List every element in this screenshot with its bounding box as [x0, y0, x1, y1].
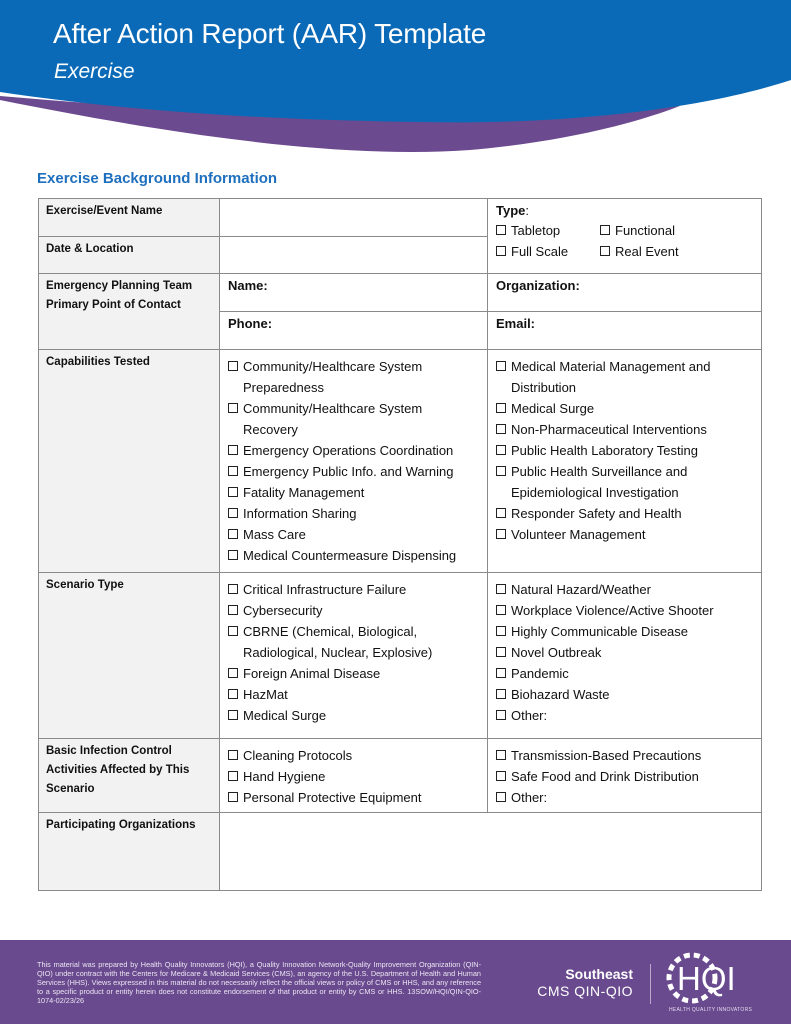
section-title: Exercise Background Information	[37, 170, 278, 187]
capability-option[interactable]: Fatality Management	[228, 482, 479, 503]
hqi-logo-subtext: HEALTH QUALITY INNOVATORS	[669, 1007, 753, 1013]
date-location-label: Date & Location	[39, 237, 220, 274]
checkbox-icon[interactable]	[496, 605, 506, 615]
checkbox-icon[interactable]	[228, 361, 238, 371]
checkbox-icon[interactable]	[228, 668, 238, 678]
checkbox-icon[interactable]	[228, 750, 238, 760]
capability-option[interactable]: Emergency Public Info. and Warning	[228, 461, 479, 482]
infection-control-option-other[interactable]: Other:	[496, 787, 753, 808]
checkbox-icon[interactable]	[496, 710, 506, 720]
checkbox-icon[interactable]	[228, 689, 238, 699]
checkbox-icon[interactable]	[228, 792, 238, 802]
contact-name-field[interactable]	[220, 274, 488, 312]
checkbox-icon[interactable]	[496, 225, 506, 235]
infection-control-left-list	[220, 739, 488, 813]
scenario-option[interactable]: HazMat	[228, 684, 479, 705]
infection-control-option[interactable]: Transmission-Based Precautions	[496, 745, 753, 766]
date-location-field[interactable]	[220, 237, 488, 274]
infection-control-option[interactable]: Safe Food and Drink Distribution	[496, 766, 753, 787]
capability-option[interactable]: Mass Care	[228, 524, 479, 545]
contact-label: Emergency Planning Team Primary Point of Contact	[39, 274, 220, 350]
checkbox-icon[interactable]	[496, 647, 506, 657]
checkbox-icon[interactable]	[496, 246, 506, 256]
scenario-type-label: Scenario Type	[39, 573, 220, 739]
hqi-logo-text: HQI	[677, 960, 736, 997]
type-option-full-scale[interactable]: Full Scale	[496, 241, 600, 262]
capabilities-right-list	[488, 350, 762, 573]
infection-control-right-list	[488, 739, 762, 813]
checkbox-icon[interactable]	[228, 626, 238, 636]
capability-option[interactable]: Medical Material Management and Distribution	[496, 356, 753, 398]
contact-name-label: Name:	[228, 278, 268, 293]
header-banner	[0, 0, 791, 170]
scenario-option[interactable]: Foreign Animal Disease	[228, 663, 479, 684]
checkbox-icon[interactable]	[496, 403, 506, 413]
infection-control-option[interactable]: Hand Hygiene	[228, 766, 479, 787]
scenario-option[interactable]: Cybersecurity	[228, 600, 479, 621]
participating-organizations-label: Participating Organizations	[39, 813, 220, 891]
type-option-real-event[interactable]: Real Event	[600, 241, 710, 262]
type-option-tabletop[interactable]: Tabletop	[496, 220, 600, 241]
checkbox-icon[interactable]	[228, 508, 238, 518]
checkbox-icon[interactable]	[228, 466, 238, 476]
checkbox-icon[interactable]	[228, 605, 238, 615]
capability-option[interactable]: Medical Surge	[496, 398, 753, 419]
scenario-left-list	[220, 573, 488, 739]
scenario-right-list	[488, 573, 762, 739]
checkbox-icon[interactable]	[228, 584, 238, 594]
exercise-name-field[interactable]	[220, 199, 488, 237]
scenario-option[interactable]: Natural Hazard/Weather	[496, 579, 753, 600]
checkbox-icon[interactable]	[496, 771, 506, 781]
contact-email-field[interactable]	[488, 312, 762, 350]
capability-option[interactable]: Information Sharing	[228, 503, 479, 524]
capabilities-left-list	[220, 350, 488, 573]
checkbox-icon[interactable]	[496, 508, 506, 518]
type-cell: Type: Tabletop Functional Full Scale Real Event	[488, 199, 762, 274]
contact-phone-label: Phone:	[228, 316, 273, 331]
hqi-logo	[662, 948, 762, 1018]
capability-option[interactable]: Community/Healthcare System Preparedness	[228, 356, 479, 398]
brand-program: CMS QIN-QIO	[537, 983, 633, 999]
checkbox-icon[interactable]	[496, 626, 506, 636]
capability-option[interactable]: Public Health Laboratory Testing	[496, 440, 753, 461]
scenario-option[interactable]: Novel Outbreak	[496, 642, 753, 663]
checkbox-icon[interactable]	[496, 584, 506, 594]
footer	[0, 940, 791, 1024]
capability-option[interactable]: Volunteer Management	[496, 524, 753, 545]
capability-option[interactable]: Community/Healthcare System Recovery	[228, 398, 479, 440]
checkbox-icon[interactable]	[228, 529, 238, 539]
capability-option[interactable]: Non-Pharmaceutical Interventions	[496, 419, 753, 440]
checkbox-icon[interactable]	[228, 550, 238, 560]
type-options	[496, 220, 753, 262]
contact-email-label: Email:	[496, 316, 536, 331]
checkbox-icon[interactable]	[228, 771, 238, 781]
scenario-option[interactable]: Pandemic	[496, 663, 753, 684]
checkbox-icon[interactable]	[228, 487, 238, 497]
capability-option[interactable]: Medical Countermeasure Dispensing	[228, 545, 479, 566]
scenario-option[interactable]: Biohazard Waste	[496, 684, 753, 705]
checkbox-icon[interactable]	[600, 246, 610, 256]
checkbox-icon[interactable]	[496, 668, 506, 678]
checkbox-icon[interactable]	[496, 689, 506, 699]
footer-brand	[537, 966, 633, 1000]
capabilities-label: Capabilities Tested	[39, 350, 220, 573]
footer-disclaimer: This material was prepared by Health Quality Innovators (HQI), a Quality Innovation Network-Quality Improvement Organization (QIN-QIO) under contract with the Centers for Medicare & Medicaid Services (CMS), an agency of the U.S. Department of Health and Human Services (HHS). Views expressed in this material do not necessarily reflect the official views or policy of CMS or HHS, and any reference to a specific product or entity herein does not constitute endorsement of that product or entity by CMS or HHS. 13SOW/HQI/QIN-QIO-1074-02/23/26	[37, 960, 481, 1005]
capability-option[interactable]: Public Health Surveillance and Epidemiological Investigation	[496, 461, 753, 503]
contact-phone-field[interactable]	[220, 312, 488, 350]
infection-control-option[interactable]: Cleaning Protocols	[228, 745, 479, 766]
checkbox-icon[interactable]	[228, 403, 238, 413]
checkbox-icon[interactable]	[496, 529, 506, 539]
scenario-option[interactable]: Highly Communicable Disease	[496, 621, 753, 642]
brand-region: Southeast	[565, 966, 633, 982]
footer-divider	[650, 964, 651, 1004]
checkbox-icon[interactable]	[496, 445, 506, 455]
scenario-option-other[interactable]: Other:	[496, 705, 753, 726]
infection-control-label: Basic Infection Control Activities Affected by This Scenario	[39, 739, 220, 813]
page-subtitle: Exercise	[54, 60, 135, 83]
scenario-option[interactable]: Workplace Violence/Active Shooter	[496, 600, 753, 621]
participating-organizations-field[interactable]	[220, 813, 762, 891]
type-label: Type	[496, 203, 526, 218]
contact-organization-label: Organization:	[496, 278, 580, 293]
checkbox-icon[interactable]	[228, 710, 238, 720]
checkbox-icon[interactable]	[496, 750, 506, 760]
capability-option[interactable]: Emergency Operations Coordination	[228, 440, 479, 461]
checkbox-icon[interactable]	[496, 466, 506, 476]
page-title: After Action Report (AAR) Template	[53, 18, 487, 49]
checkbox-icon[interactable]	[600, 225, 610, 235]
checkbox-icon[interactable]	[228, 445, 238, 455]
checkbox-icon[interactable]	[496, 424, 506, 434]
scenario-option[interactable]: CBRNE (Chemical, Biological, Radiological, Nuclear, Explosive)	[228, 621, 479, 663]
scenario-option[interactable]: Medical Surge	[228, 705, 479, 726]
capability-option[interactable]: Responder Safety and Health	[496, 503, 753, 524]
exercise-background-table	[38, 198, 762, 891]
contact-organization-field[interactable]	[488, 274, 762, 312]
checkbox-icon[interactable]	[496, 361, 506, 371]
infection-control-option[interactable]: Personal Protective Equipment	[228, 787, 479, 808]
scenario-option[interactable]: Critical Infrastructure Failure	[228, 579, 479, 600]
exercise-name-label: Exercise/Event Name	[39, 199, 220, 237]
type-option-functional[interactable]: Functional	[600, 220, 710, 241]
checkbox-icon[interactable]	[496, 792, 506, 802]
